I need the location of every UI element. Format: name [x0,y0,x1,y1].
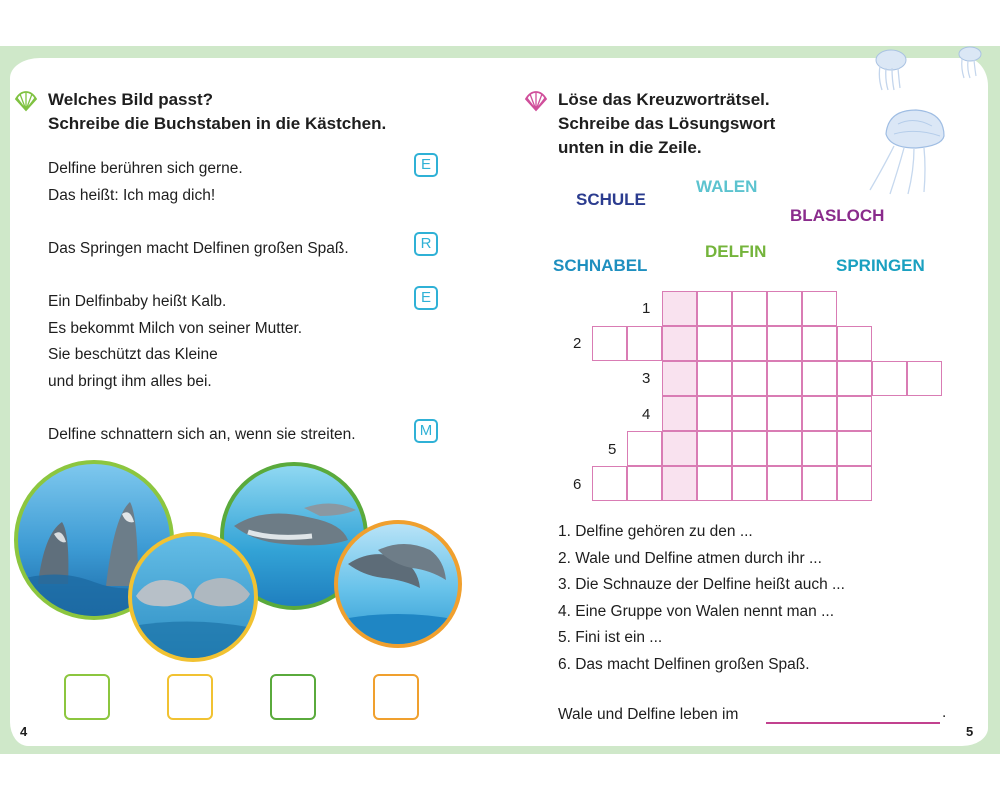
task-3 [48,289,302,395]
word-schule: SCHULE [576,190,646,209]
word-delfin: DELFIN [705,242,767,261]
crossword-cell[interactable] [592,326,627,361]
crossword-cell[interactable] [697,291,732,326]
row-number: 1 [642,300,651,317]
crossword-cell[interactable] [907,361,942,396]
clue-list [558,519,845,678]
solution-cell[interactable] [662,396,697,431]
crossword-cell[interactable] [837,396,872,431]
task-line: und bringt ihm alles bei. [48,372,212,390]
crossword-cell[interactable] [767,326,802,361]
solution-cell[interactable] [662,431,697,466]
crossword-cell[interactable] [767,396,802,431]
crossword-cell[interactable] [732,396,767,431]
task-line: Das Springen macht Delfinen großen Spaß. [48,240,349,257]
row-number: 5 [608,441,617,458]
letter-box-2[interactable]: R [414,232,438,256]
crossword-cell[interactable] [732,326,767,361]
shell-icon [524,90,548,112]
crossword-cell[interactable] [802,466,837,501]
answer-line[interactable] [766,722,940,724]
task-line: Delfine berühren sich gerne. [48,160,243,177]
answer-period: . [942,704,947,721]
word-schnabel: SCHNABEL [553,256,648,275]
solution-cell[interactable] [662,291,697,326]
crossword-cell[interactable] [697,396,732,431]
header-line: Schreibe das Lösungswort [558,114,776,133]
crossword-cell[interactable] [592,466,627,501]
task-line: Das heißt: Ich mag dich! [48,186,216,204]
right-header [558,88,775,160]
task-line: Sie beschützt das Kleine [48,346,218,363]
task-4 [48,422,356,449]
crossword-cell[interactable] [627,431,662,466]
header-line: Welches Bild passt? [48,90,214,109]
crossword-cell[interactable] [697,466,732,501]
task-line: Delfine schnattern sich an, wenn sie streiten. [48,426,356,443]
crossword-cell[interactable] [732,431,767,466]
row-number: 2 [573,335,582,352]
header-line: Löse das Kreuzworträtsel. [558,90,770,109]
header-line: unten in die Zeile. [558,138,702,157]
row-number: 4 [642,406,651,423]
crossword-cell[interactable] [837,431,872,466]
crossword-cell[interactable] [767,361,802,396]
crossword-cell[interactable] [802,361,837,396]
answer-box-orange[interactable] [373,674,419,720]
row-number: 6 [573,476,582,493]
solution-cell[interactable] [662,466,697,501]
crossword-cell[interactable] [802,431,837,466]
row-number: 3 [642,370,651,387]
crossword-cell[interactable] [837,326,872,361]
clue-item: 1. Delfine gehören zu den ... [558,523,753,540]
crossword-cell[interactable] [697,431,732,466]
shell-icon [14,90,38,112]
crossword-cell[interactable] [802,396,837,431]
left-header [48,88,386,136]
clue-item: 4. Eine Gruppe von Walen nennt man ... [558,602,835,620]
crossword-cell[interactable] [627,466,662,501]
answer-prompt: Wale und Delfine leben im [558,706,739,723]
page-number-right: 5 [966,724,974,739]
crossword-cell[interactable] [732,291,767,326]
dolphin-photo [128,532,258,662]
crossword-cell[interactable] [837,466,872,501]
letter-box-4[interactable]: M [414,419,438,443]
clue-item: 2. Wale und Delfine atmen durch ihr ... [558,549,822,567]
word-walen: WALEN [696,177,758,196]
crossword-cell[interactable] [732,466,767,501]
crossword-cell[interactable] [697,326,732,361]
task-2 [48,236,349,263]
crossword-cell[interactable] [872,361,907,396]
answer-box-darkgreen[interactable] [270,674,316,720]
letter-box-3[interactable]: E [414,286,438,310]
answer-box-green[interactable] [64,674,110,720]
page-number-left: 4 [20,724,28,739]
task-1 [48,156,243,209]
clue-item: 5. Fini ist ein ... [558,629,663,646]
clue-item: 6. Das macht Delfinen großen Spaß. [558,655,810,673]
task-line: Ein Delfinbaby heißt Kalb. [48,293,227,310]
jellyfish-icon [868,46,914,92]
answer-box-yellow[interactable] [167,674,213,720]
word-blasloch: BLASLOCH [790,206,885,225]
crossword-cell[interactable] [697,361,732,396]
crossword-cell[interactable] [627,326,662,361]
crossword-cell[interactable] [837,361,872,396]
crossword-cell[interactable] [732,361,767,396]
crossword-cell[interactable] [767,466,802,501]
jellyfish-icon [952,44,988,80]
solution-cell[interactable] [662,326,697,361]
letter-box-1[interactable]: E [414,153,438,177]
solution-cell[interactable] [662,361,697,396]
jellyfish-icon [864,104,954,196]
crossword-cell[interactable] [767,291,802,326]
header-line: Schreibe die Buchstaben in die Kästchen. [48,114,387,133]
crossword-cell[interactable] [802,326,837,361]
clue-item: 3. Die Schnauze der Delfine heißt auch ... [558,576,845,593]
crossword-cell[interactable] [802,291,837,326]
crossword-cell[interactable] [767,431,802,466]
task-line: Es bekommt Milch von seiner Mutter. [48,319,303,337]
word-springen: SPRINGEN [836,256,925,275]
dolphin-photo [334,520,462,648]
